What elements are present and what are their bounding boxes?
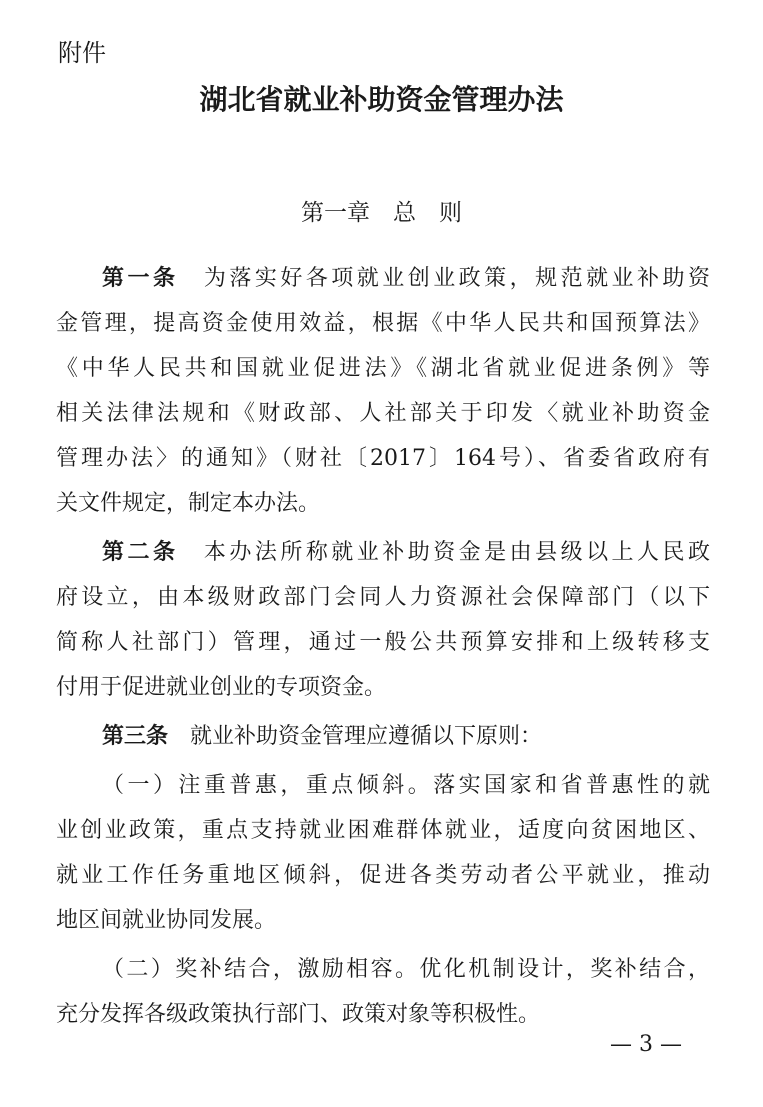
article-1-line-6: 关文件规定，制定本办法。 <box>56 491 321 516</box>
principle-1-line-1: （一）注重普惠，重点倾斜。落实国家和省普惠性的就 <box>102 773 710 798</box>
principle-1-line-4: 地区间就业协同发展。 <box>56 908 277 933</box>
principle-1-line-3: 就业工作任务重地区倾斜，促进各类劳动者公平就业，推动 <box>56 863 710 888</box>
chapter-heading: 第一章 总 则 <box>301 200 462 226</box>
document-title: 湖北省就业补助资金管理办法 <box>199 83 564 116</box>
article-1-line-2: 金管理，提高资金使用效益，根据《中华人民共和国预算法》 <box>56 311 710 336</box>
article-2-line-3: 简称人社部门）管理，通过一般公共预算安排和上级转移支 <box>56 630 710 655</box>
article-2-line-1 <box>56 530 710 575</box>
article-1-label: 第一条 <box>102 266 179 291</box>
article-3-label: 第三条 <box>102 724 169 749</box>
principle-2-line-2: 充分发挥各级政策执行部门、政策对象等积极性。 <box>56 1002 541 1027</box>
article-3-text: 就业补助资金管理应遵循以下原则： <box>190 724 543 749</box>
article-2-line-4: 付用于促进就业创业的专项资金。 <box>56 675 387 700</box>
article-2-line-2: 府设立，由本级财政部门会同人力资源社会保障部门（以下 <box>56 585 710 610</box>
document-body <box>56 256 710 1037</box>
article-1-line-5: 管理办法〉的通知》（财社〔2017〕164号）、省委省政府有 <box>56 446 710 471</box>
attachment-label: 附件 <box>58 39 106 67</box>
principle-2-line-1: （二）奖补结合，激励相容。优化机制设计，奖补结合， <box>102 957 710 982</box>
article-2-text: 本办法所称就业补助资金是由县级以上人民政 <box>203 540 710 565</box>
principle-1-line-2: 业创业政策，重点支持就业困难群体就业，适度向贫困地区、 <box>56 818 710 843</box>
article-1-text: 为落实好各项就业创业政策，规范就业补助资 <box>203 266 710 291</box>
article-1-line-1 <box>56 256 710 301</box>
article-1-line-4: 相关法律法规和《财政部、人社部关于印发〈就业补助资金 <box>56 401 710 426</box>
article-2-label: 第二条 <box>102 540 179 565</box>
article-1-line-3: 《中华人民共和国就业促进法》《湖北省就业促进条例》等 <box>56 356 710 381</box>
article-3-line-1 <box>56 714 710 759</box>
page-number: — 3 — <box>610 1032 682 1057</box>
